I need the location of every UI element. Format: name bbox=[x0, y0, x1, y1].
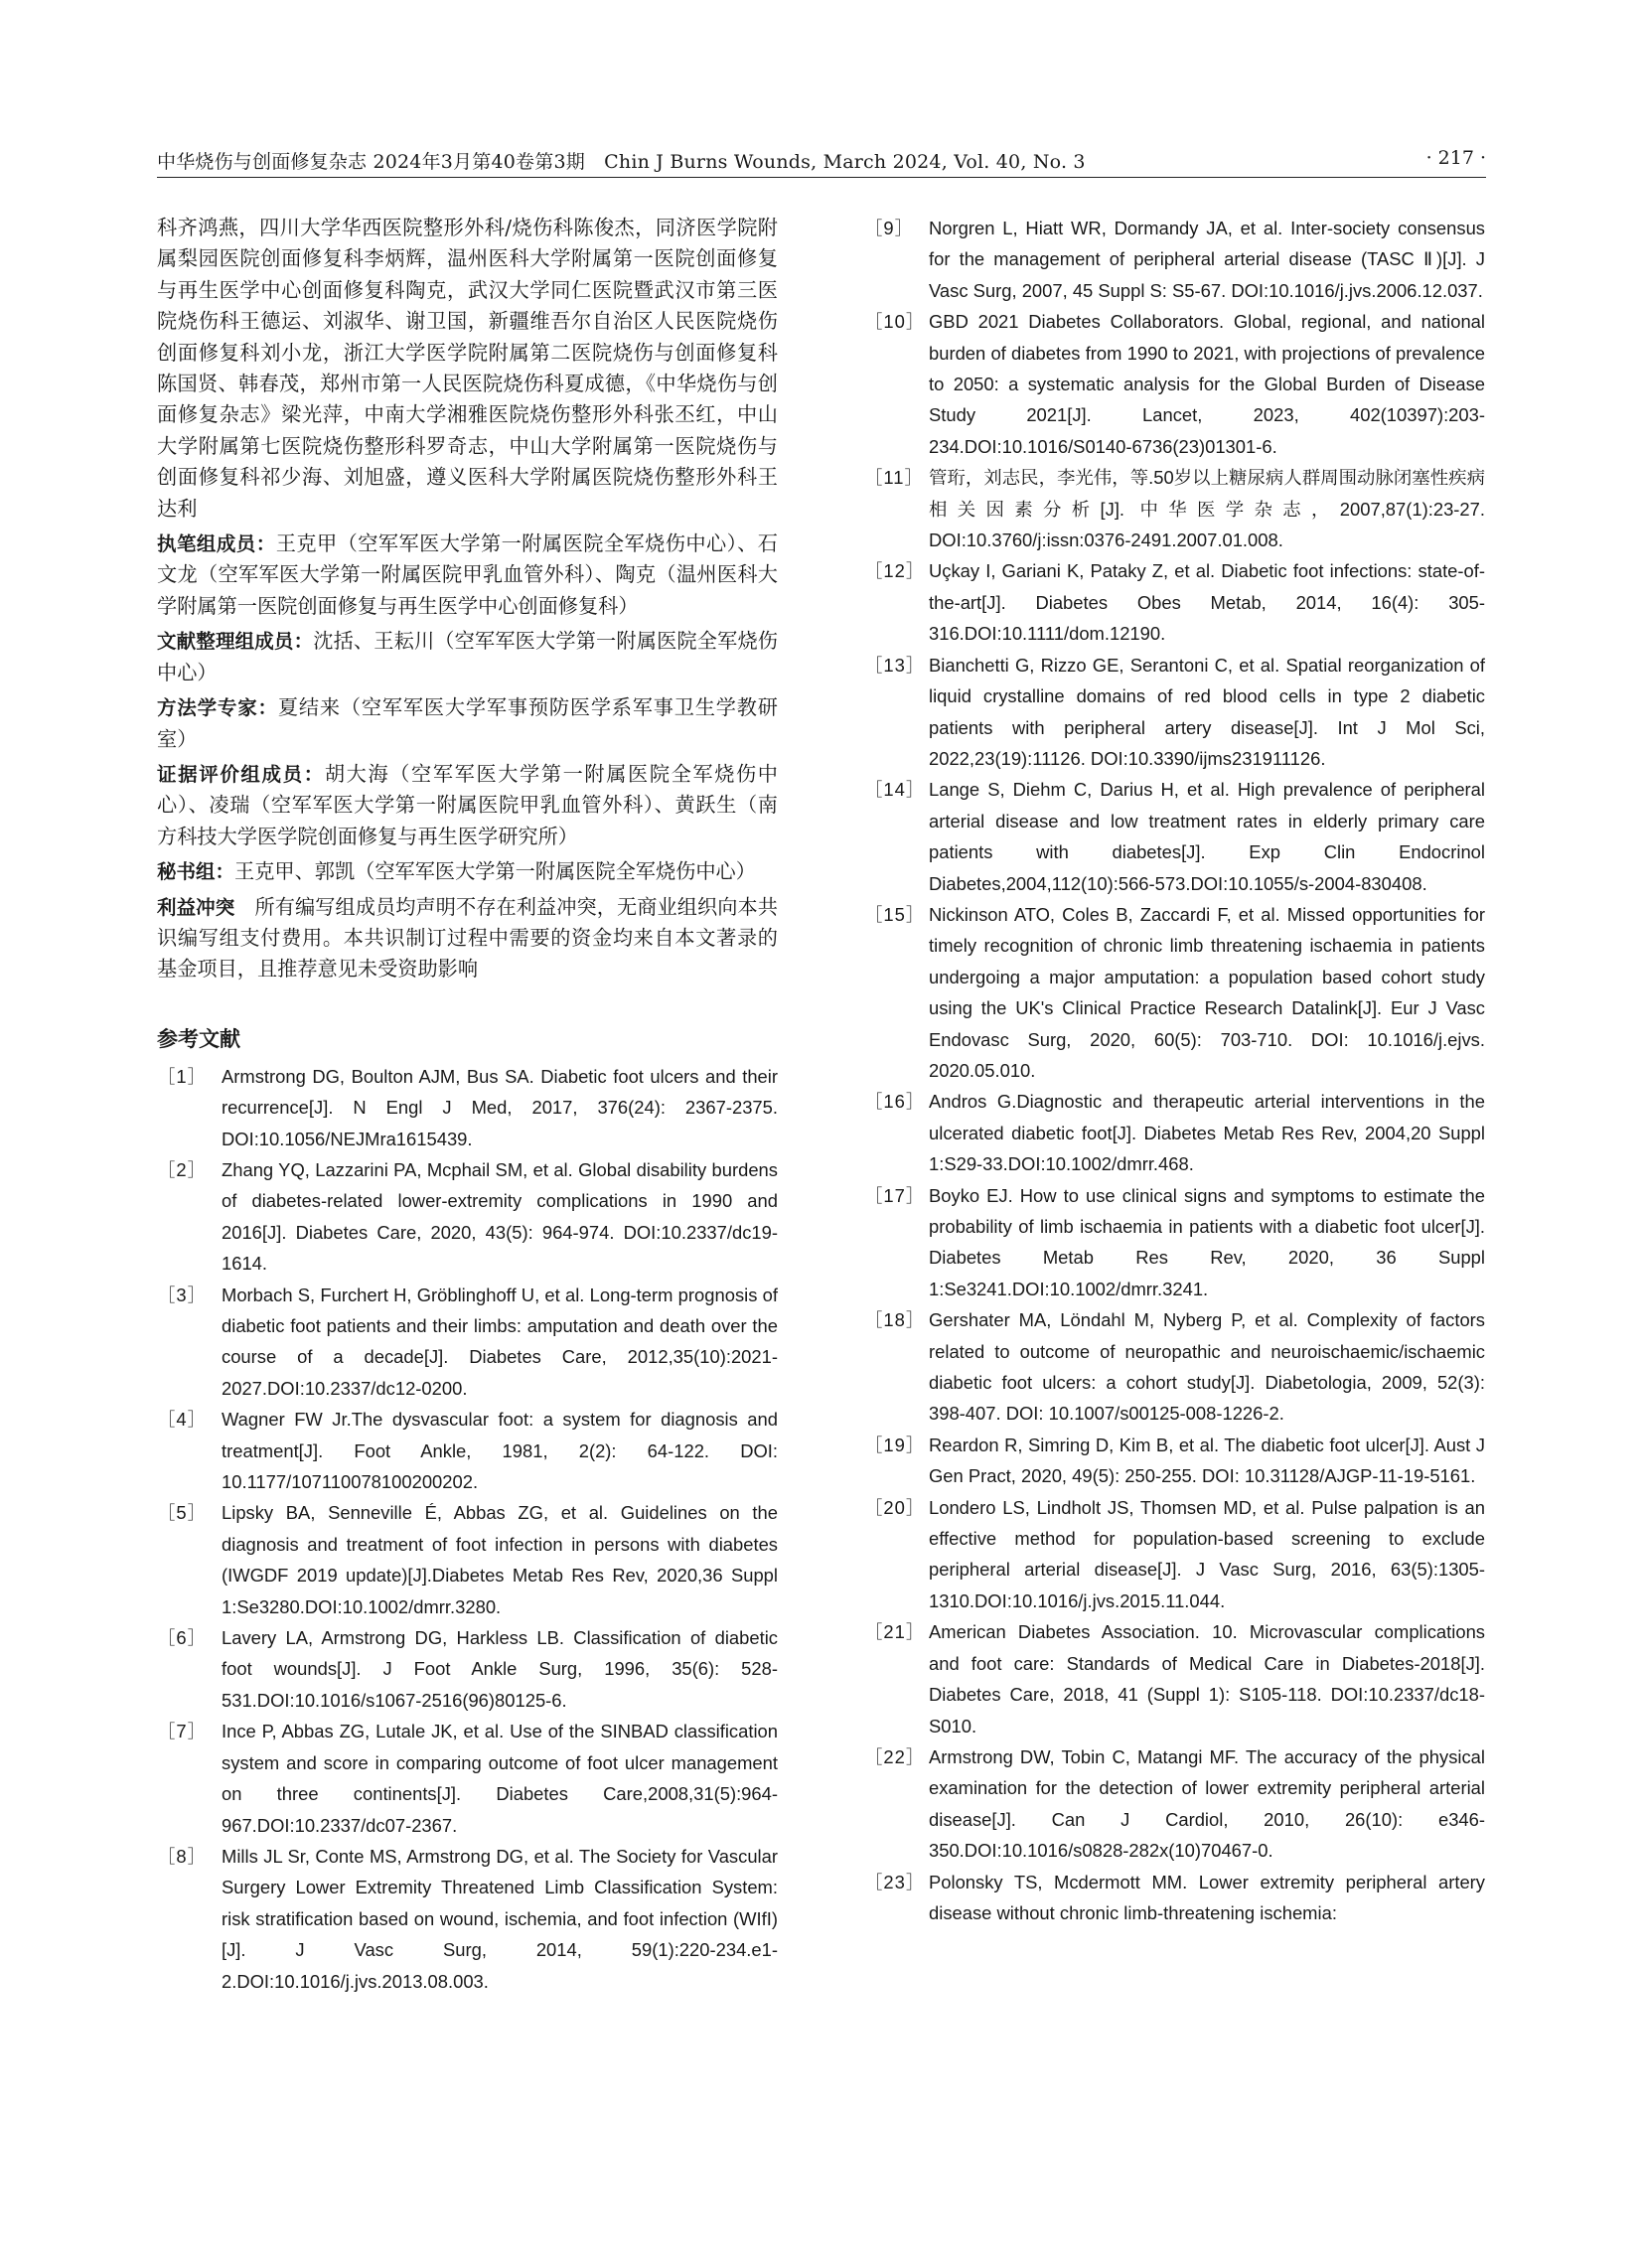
credit-label: 方法学专家： bbox=[157, 696, 278, 720]
reference-text: GBD 2021 Diabetes Collaborators. Global, regional, and national burden of diabetes from 1990 to 2021, with projections of prevalence to 2050: a systematic analysis for the Global Burden of Disease Study 2021[J]. Lancet, 2023, 402(10397):203-234.DOI:10.1016/S0140-6736(23)01301-6. bbox=[929, 311, 1485, 457]
reference-number: ［8］ bbox=[157, 1845, 208, 1867]
reference-text: Gershater MA, Löndahl M, Nyberg P, et al. Complexity of factors related to outcome of neuropathic and neuroischaemic/ischaemic diabetic foot ulcers: a cohort study[J]. Diabetologia, 2009, 52(3): 398-407. DOI: 10.1007/s00125-008-1226-2. bbox=[929, 1309, 1485, 1425]
credit-text: 王克甲、郭凯（空军军医大学第一附属医院全军烧伤中心） bbox=[234, 859, 756, 884]
credit-writing-group bbox=[157, 529, 778, 622]
reference-text: Morbach S, Furchert H, Gröblinghoff U, et al. Long-term prognosis of diabetic foot patients and their limbs: amputation and death over the course of a decade[J]. Diabetes Care, 2012,35(10):2021-2027.DOI:10.2337/dc12-0200. bbox=[222, 1284, 778, 1399]
reference-text: Reardon R, Simring D, Kim B, et al. The diabetic foot ulcer[J]. Aust J Gen Pract, 2020, 49(5): 250-255. DOI: 10.31128/AJGP-11-19-5161. bbox=[929, 1434, 1485, 1487]
reference-text: Armstrong DG, Boulton AJM, Bus SA. Diabetic foot ulcers and their recurrence[J]. N Engl J Med, 2017, 376(24): 2367-2375. DOI:10.1056/NEJMra1615439. bbox=[222, 1065, 778, 1149]
reference-number: ［1］ bbox=[157, 1065, 208, 1087]
credit-text: 所有编写组成员均声明不存在利益冲突，无商业组织向本共识编写组支付费用。本共识制订过程中需要的资金均来自本文著录的基金项目，且推荐意见未受资助影响 bbox=[157, 894, 778, 982]
reference-text: Londero LS, Lindholt JS, Thomsen MD, et al. Pulse palpation is an effective method for population-based screening to exclude peripheral arterial disease[J]. J Vasc Surg, 2016, 63(5):1305-1310.DOI:10.1016/j.jvs.2015.11.044. bbox=[929, 1496, 1485, 1611]
reference-number: ［13］ bbox=[864, 654, 926, 676]
reference-text: Nickinson ATO, Coles B, Zaccardi F, et al. Missed opportunities for timely recognition of chronic limb threatening ischaemia in patients undergoing a major amputation: a population based cohort study using the UK's Clinical Practice Research Datalink[J]. Eur J Vasc Endovasc Surg, 2020, 60(5): 703-710. DOI: 10.1016/j.ejvs. 2020.05.010. bbox=[929, 903, 1485, 1081]
reference-text: Lipsky BA, Senneville É, Abbas ZG, et al. Guidelines on the diagnosis and treatment of foot infection in persons with diabetes (IWGDF 2019 update)[J].Diabetes Metab Res Rev, 2020,36 Suppl 1:Se3280.DOI:10.1002/dmrr.3280. bbox=[222, 1502, 778, 1617]
reference-text: Polonsky TS, Mcdermott MM. Lower extremity peripheral artery disease without chronic limb-threatening ischemia: bbox=[929, 1871, 1485, 1923]
reference-item bbox=[864, 555, 1485, 649]
reference-number: ［5］ bbox=[157, 1502, 208, 1524]
reference-item bbox=[157, 1154, 778, 1280]
reference-number: ［14］ bbox=[864, 779, 926, 801]
credit-text: 王克甲（空军军医大学第一附属医院全军烧伤中心）、石文龙（空军军医大学第一附属医院甲乳血管外科）、陶克（温州医科大学附属第一医院创面修复与再生医学中心创面修复科） bbox=[157, 531, 778, 618]
right-column bbox=[864, 213, 1485, 1928]
reference-text: Mills JL Sr, Conte MS, Armstrong DG, et al. The Society for Vascular Surgery Lower Extremity Threatened Limb Classification System: risk stratification based on wound, ischemia, and foot infection (WIfI) [J]. J Vasc Surg, 2014, 59(1):220-234.e1-2.DOI:10.1016/j.jvs.2013.08.003. bbox=[222, 1845, 778, 1992]
journal-citation: 中华烧伤与创面修复杂志 2024年3月第40卷第3期 Chin J Burns Wounds, March 2024, Vol. 40, No. 3 bbox=[157, 151, 1086, 173]
credit-text: 沈括、王耘川（空军军医大学第一附属医院全军烧伤中心） bbox=[157, 629, 778, 684]
reference-text: Boyko EJ. How to use clinical signs and symptoms to estimate the probability of limb ischaemia in patients with a diabetic foot ulcer[J]. Diabetes Metab Res Rev, 2020, 36 Suppl 1:Se3241.DOI:10.1002/dmrr.3241. bbox=[929, 1184, 1485, 1299]
reference-number: ［21］ bbox=[864, 1621, 926, 1643]
reference-item bbox=[864, 462, 1485, 555]
credit-label: 文献整理组成员： bbox=[157, 630, 314, 654]
left-column bbox=[157, 213, 778, 1997]
reference-number: ［2］ bbox=[157, 1158, 208, 1180]
reference-number: ［19］ bbox=[864, 1434, 926, 1455]
page-number: · 217 · bbox=[1425, 147, 1486, 169]
reference-number: ［6］ bbox=[157, 1627, 208, 1649]
reference-item bbox=[157, 1404, 778, 1497]
reference-text: Lange S, Diehm C, Darius H, et al. High prevalence of peripheral arterial disease and low treatment rates in elderly primary care patients with diabetes[J]. Exp Clin Endocrinol Diabetes,2004,112(10):566-573.DOI:10.1055/s-2004-830408. bbox=[929, 779, 1485, 894]
credit-secretariat bbox=[157, 856, 778, 887]
header-rule bbox=[157, 177, 1486, 178]
reference-item bbox=[864, 1741, 1485, 1867]
reference-number: ［12］ bbox=[864, 560, 926, 582]
reference-number: ［18］ bbox=[864, 1309, 926, 1331]
reference-item bbox=[864, 1304, 1485, 1430]
reference-item bbox=[864, 774, 1485, 899]
credit-literature-group bbox=[157, 626, 778, 688]
reference-text: Bianchetti G, Rizzo GE, Serantoni C, et al. Spatial reorganization of liquid crystalline domains of red blood cells in type 2 diabetic patients with peripheral artery disease[J]. Int J Mol Sci, 2022,23(19):11126. DOI:10.3390/ijms231911126. bbox=[929, 654, 1485, 769]
credit-label: 秘书组： bbox=[157, 860, 235, 884]
reference-number: ［7］ bbox=[157, 1721, 208, 1742]
reference-item bbox=[864, 1180, 1485, 1305]
reference-number: ［16］ bbox=[864, 1091, 926, 1113]
reference-text: American Diabetes Association. 10. Microvascular complications and foot care: Standards of Medical Care in Diabetes-2018[J]. Diabetes Care, 2018, 41 (Suppl 1): S105-118. DOI:10.2337/dc18-S010. bbox=[929, 1621, 1485, 1737]
reference-number: ［23］ bbox=[864, 1871, 926, 1892]
reference-item bbox=[864, 213, 1485, 306]
reference-text: Uçkay I, Gariani K, Pataky Z, et al. Diabetic foot infections: state-of-the-art[J]. Diabetes Obes Metab, 2014, 16(4): 305-316.DOI:10.1111/dom.12190. bbox=[929, 560, 1485, 645]
reference-text: Andros G.Diagnostic and therapeutic arterial interventions in the ulcerated diabetic foot[J]. Diabetes Metab Res Rev, 2004,20 Suppl 1:S29-33.DOI:10.1002/dmrr.468. bbox=[929, 1091, 1485, 1175]
reference-number: ［3］ bbox=[157, 1284, 208, 1305]
reference-item bbox=[157, 1280, 778, 1405]
credit-label: 执笔组成员： bbox=[157, 532, 276, 556]
references-heading: 参考文献 bbox=[157, 1026, 240, 1051]
reference-item bbox=[864, 306, 1485, 462]
reference-item bbox=[864, 899, 1485, 1086]
reference-text: Wagner FW Jr.The dysvascular foot: a system for diagnosis and treatment[J]. Foot Ankle, 1981, 2(2): 64-122. DOI: 10.1177/107110078100200202. bbox=[222, 1409, 778, 1493]
credit-text: 夏结来（空军军医大学军事预防医学系军事卫生学教研室） bbox=[157, 695, 778, 751]
reference-item bbox=[157, 1841, 778, 1997]
reference-item bbox=[157, 1061, 778, 1154]
reference-item bbox=[157, 1497, 778, 1622]
reference-number: ［22］ bbox=[864, 1745, 926, 1767]
reference-text: Armstrong DW, Tobin C, Matangi MF. The accuracy of the physical examination for the detection of lower extremity peripheral arterial disease[J]. Can J Cardiol, 2010, 26(10): e346-350.DOI:10.1016/s0828-282x(10)70467-0. bbox=[929, 1745, 1485, 1862]
credit-label: 利益冲突 bbox=[157, 895, 235, 919]
reference-item bbox=[864, 1086, 1485, 1179]
reference-number: ［9］ bbox=[864, 218, 915, 238]
reference-number: ［10］ bbox=[864, 311, 926, 333]
conflict-of-interest bbox=[157, 892, 778, 985]
running-header bbox=[157, 143, 1486, 175]
reference-number: ［4］ bbox=[157, 1409, 208, 1431]
reference-text: Norgren L, Hiatt WR, Dormandy JA, et al. Inter-society consensus for the management of peripheral arterial disease (TASC Ⅱ)[J]. J Vasc Surg, 2007, 45 Suppl S: S5-67. DOI:10.1016/j.jvs.2006.12.037. bbox=[929, 218, 1485, 301]
reference-number: ［15］ bbox=[864, 903, 926, 925]
reference-number: ［11］ bbox=[864, 467, 924, 489]
reference-item bbox=[864, 1616, 1485, 1741]
author-list-paragraph: 科齐鸿燕，四川大学华西医院整形外科/烧伤科陈俊杰，同济医学院附属梨园医院创面修复科李炳辉，温州医科大学附属第一医院创面修复与再生医学中心创面修复科陶克，武汉大学同仁医院暨武汉市第三医院烧伤科王德运、刘淑华、谢卫国，新疆维吾尔自治区人民医院烧伤创面修复科刘小龙，浙江大学医学院附属第二医院烧伤与创面修复科陈国贤、韩春茂，郑州市第一人民医院烧伤科夏成德，《中华烧伤与创面修复杂志》梁光萍，中南大学湘雅医院烧伤整形外科张丕红，中山大学附属第七医院烧伤整形科罗奇志，中山大学附属第一医院烧伤与创面修复科祁少海、刘旭盛，遵义医科大学附属医院烧伤整形外科王达利 bbox=[157, 216, 778, 521]
reference-text: Ince P, Abbas ZG, Lutale JK, et al. Use of the SINBAD classification system and score in comparing outcome of foot ulcer management on three continents[J]. Diabetes Care,2008,31(5):964-967.DOI:10.2337/dc07-2367. bbox=[222, 1721, 778, 1836]
reference-number: ［20］ bbox=[864, 1496, 926, 1518]
reference-item bbox=[864, 1492, 1485, 1617]
credit-evidence-group bbox=[157, 759, 778, 852]
reference-item bbox=[864, 1430, 1485, 1492]
reference-item bbox=[864, 1867, 1485, 1929]
reference-number: ［17］ bbox=[864, 1184, 926, 1206]
reference-item bbox=[157, 1622, 778, 1716]
reference-text: Zhang YQ, Lazzarini PA, Mcphail SM, et al. Global disability burdens of diabetes-related lower-extremity complications in 1990 and 2016[J]. Diabetes Care, 2020, 43(5): 964-974. DOI:10.2337/dc19-1614. bbox=[222, 1158, 778, 1275]
reference-text: Lavery LA, Armstrong DG, Harkless LB. Classification of diabetic foot wounds[J]. J Foot Ankle Surg, 1996, 35(6): 528-531.DOI:10.1016/s1067-2516(96)80125-6. bbox=[222, 1627, 778, 1711]
reference-item bbox=[157, 1716, 778, 1841]
reference-text: 管珩，刘志民，李光伟，等.50岁以上糖尿病人群周围动脉闭塞性疾病相关因素分析[J]. 中华医学杂志，2007,87(1):23-27. DOI:10.3760/j:issn:0376-2491.2007.01.008. bbox=[929, 467, 1485, 551]
credit-text: 胡大海（空军军医大学第一附属医院全军烧伤中心）、凌瑞（空军军医大学第一附属医院甲乳血管外科）、黄跃生（南方科技大学医学院创面修复与再生医学研究所） bbox=[157, 761, 778, 848]
reference-item bbox=[864, 650, 1485, 775]
credit-label: 证据评价组成员： bbox=[157, 762, 325, 786]
credit-methodology-expert bbox=[157, 692, 778, 755]
